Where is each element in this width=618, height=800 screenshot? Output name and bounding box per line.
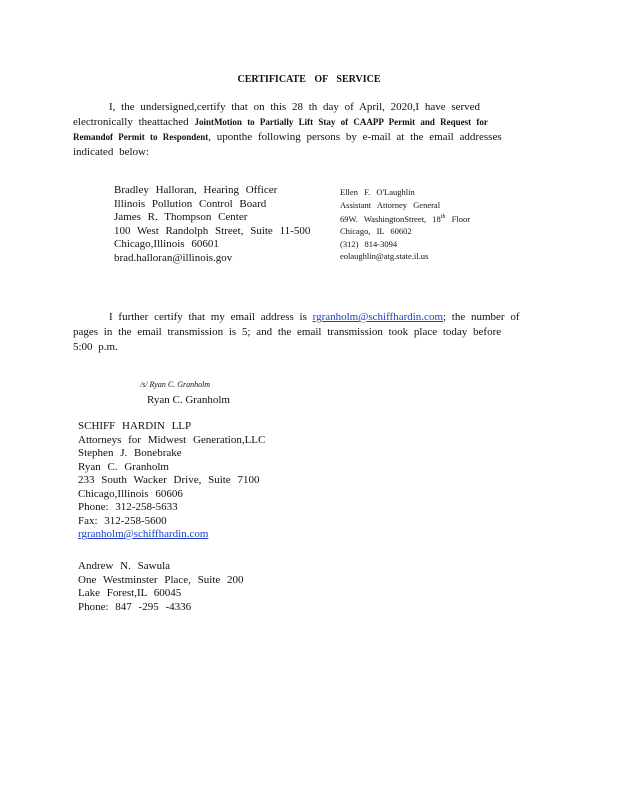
address-line: [340, 211, 470, 225]
floor-word: Floor: [451, 213, 471, 224]
recipient-title: Assistant Attorney General: [340, 199, 441, 210]
firm-line: Attorneys for Midwest Generation,LLC: [78, 433, 266, 446]
attorney-line: Andrew N. Sawula: [78, 560, 171, 572]
recipient-name: Ellen F. O'Laughlin: [340, 187, 415, 197]
address-line: James R. Thompson Center: [114, 211, 248, 223]
document-name: JointMotion to Partially Lift Stay of CAAPP Permit and Request for Remandof Permit to Respondent: [73, 117, 488, 142]
paragraph-tail: , uponthe following persons by e-mail at the email addresses indicated below:: [73, 131, 502, 158]
certification-paragraph: [73, 310, 523, 355]
address-line: Bradley Halloran, Hearing Officer: [114, 184, 278, 196]
email-text: brad.halloran@illinois.gov: [114, 251, 233, 264]
floor-suffix: th: [440, 214, 446, 220]
firm-line: 233 South Wacker Drive, Suite 7100: [78, 474, 260, 486]
service-recipient-attorney-general: [340, 186, 470, 263]
attorney-line: Phone: 847 -295 -4336: [78, 600, 192, 613]
address-line: Illinois Pollution Control Board: [114, 197, 267, 210]
firm-email-link[interactable]: rgranholm@schiffhardin.com: [78, 528, 209, 540]
firm-signature-block: [78, 420, 265, 542]
paragraph-lead: I, the undersigned,certify that on this 28 th day of April, 2020,I have served electronically theattached: [73, 101, 481, 128]
firm-line: Chicago,Illinois 60606: [78, 487, 183, 500]
attorney-line: Lake Forest,IL 60045: [78, 587, 182, 599]
email-link[interactable]: rgranholm@schiffhardin.com: [312, 311, 443, 323]
city-line: Chicago, IL 60602: [340, 226, 412, 237]
paragraph-lead: I further certify that my email address is: [109, 311, 307, 323]
document-title: CERTIFICATE OF SERVICE: [237, 74, 381, 85]
service-recipient-hearing-officer: [114, 184, 310, 265]
email-text: eolaughlin@atg.state.il.us: [340, 251, 429, 262]
signer-name: Ryan C. Granholm: [147, 394, 230, 406]
paragraph-tail: ; the number of pages in the email transmission is 5; and the email transmission took place today before 5:00 p.m.: [73, 311, 520, 353]
firm-line: Ryan C. Granholm: [78, 460, 169, 473]
electronic-signature: /s/ Ryan C. Granholm: [140, 380, 211, 389]
address-line: 100 West Randolph Street, Suite 11-500: [114, 224, 311, 237]
firm-line: Fax: 312-258-5600: [78, 514, 167, 527]
service-paragraph: [73, 100, 523, 160]
attorney-line: One Westminster Place, Suite 200: [78, 573, 244, 586]
address-line: Chicago,Illinois 60601: [114, 238, 219, 250]
phone-line: (312) 814-3094: [340, 238, 398, 249]
street: 69W. WashingtonStreet, 18: [340, 213, 441, 224]
second-attorney-block: [78, 560, 244, 614]
firm-line: Phone: 312-258-5633: [78, 501, 178, 513]
firm-line: SCHIFF HARDIN LLP: [78, 420, 192, 432]
firm-line: Stephen J. Bonebrake: [78, 447, 182, 459]
